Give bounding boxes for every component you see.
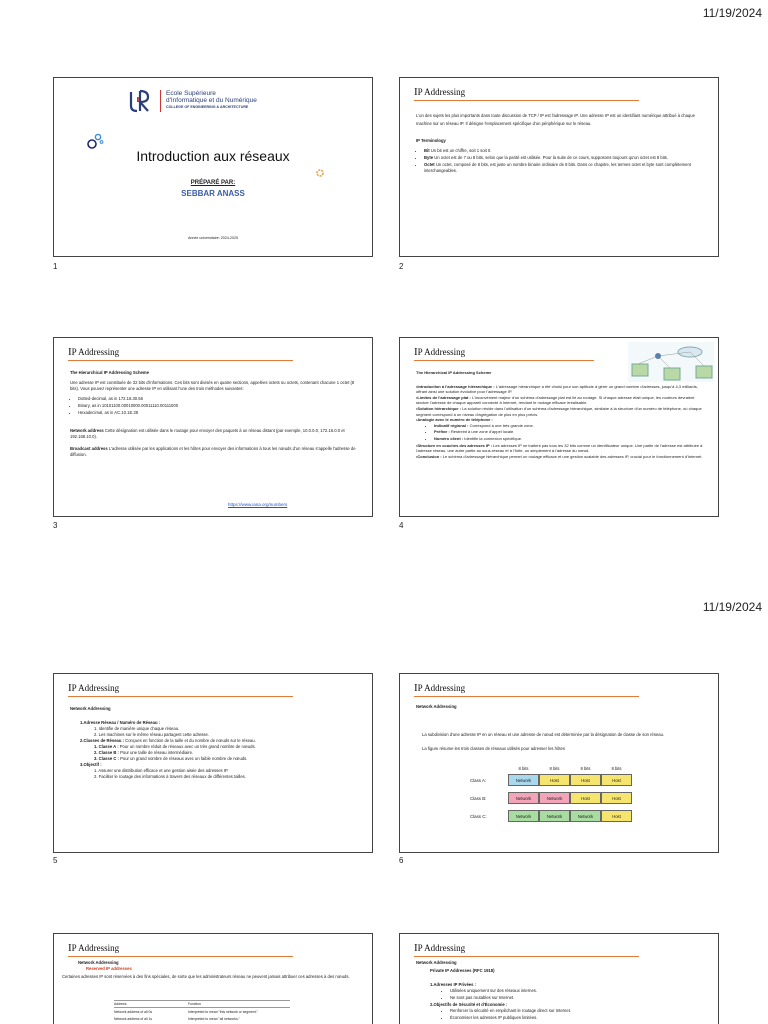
slide-number: 2 xyxy=(399,262,404,271)
host-cell: Host xyxy=(570,774,601,786)
host-cell: Host xyxy=(570,792,601,804)
slide-6[interactable] xyxy=(399,673,719,853)
academic-year: Année universitaire: 2024-2025 xyxy=(188,236,238,240)
list-item: •Limites de l'adressage plat : L'inconvénient majeur d'un schéma d'adressage plat est lié au routage. Si chaque adresse était unique, les routeurs devraient stocker l'adresse de chaque appareil connecté à Internet, rendant le routage efficace irréalisable. xyxy=(416,394,695,406)
list-item: • Hexadecimal, as in AC.10.1E.38 xyxy=(78,410,360,416)
slide-body xyxy=(416,704,706,756)
network-cell: Network xyxy=(508,792,539,804)
class-label: Class A: xyxy=(470,777,487,783)
section-heading: Network Addressing xyxy=(78,960,119,965)
slide-number: 6 xyxy=(399,856,404,865)
phone-analogy-list xyxy=(416,423,706,442)
list-item: 1. Assurer une distribution efficace et une gestion aisée des adresses IP. xyxy=(94,768,229,773)
table-row xyxy=(114,1015,290,1022)
methods-list xyxy=(70,396,360,416)
sub-list xyxy=(430,1008,706,1021)
school-line-2: d'Informatique et du Numérique xyxy=(166,97,257,104)
slide-5[interactable] xyxy=(53,673,373,853)
slide-8[interactable] xyxy=(399,933,719,1024)
network-cell: Network xyxy=(508,774,539,786)
slide-body xyxy=(416,112,706,178)
class-row xyxy=(464,774,632,786)
list-item: • Indicatif régional : Correspond à une très grande zone. xyxy=(434,423,706,429)
title-underline xyxy=(414,956,639,957)
list-item: •Solution hiérarchique : La solution réside dans l'utilisation d'un schéma d'adressage hiérarchique, similaire à la structure d'un numéro de téléphone, où chaque segment correspond à un niveau d'agrégation de plus en plus précis. xyxy=(416,405,702,417)
ip-class-table xyxy=(464,766,632,828)
list-item: • Dotted-decimal, as in 172.16.30.56 xyxy=(78,396,360,402)
list-item: 2. Les machines sur le même réseau partagent cette adresse. xyxy=(94,732,209,737)
slide-3[interactable] xyxy=(53,337,373,517)
network-cell: Network xyxy=(539,792,570,804)
points-list xyxy=(416,384,706,460)
terminology-list xyxy=(416,148,706,174)
slide-title: IP Addressing xyxy=(68,346,120,358)
network-address-text: Network address Cette désignation est utilisée dans le routage pour envoyer des paquets à un réseau distant (par exemple, 10.0.0.0, 172.16.0.0 et 192.168.10.0). xyxy=(70,428,345,439)
title-underline xyxy=(414,100,639,101)
slide-title: IP Addressing xyxy=(414,346,466,358)
private-subheading: Private IP Addresses (RFC 1918) xyxy=(430,968,495,973)
class-label: Class C: xyxy=(470,813,487,819)
list-item: • Numéro client : Identifie la connexion spécifique. xyxy=(434,436,706,442)
title-underline xyxy=(414,696,639,697)
list-item: • Ne sont pas routables sur Internet. xyxy=(450,995,706,1001)
broadcast-address-text: Broadcast address L'adresse utilisée par les applications et les hôtes pour envoyer des informations à tous les nœuds d'un réseau s'appelle l'adresse de diffusion. xyxy=(70,446,356,457)
intro-text: L'un des sujets les plus importants dans toute discussion de TCP / IP est l'adressage IP. Une adresse IP est un identifiant numérique attribué à chaque machine sur un réseau IP. Il désigne l'emplacement spécifique d'un périphérique sur le réseau. xyxy=(416,113,695,126)
intro-text: La subdivision d'une adresse IP en un réseau et une adresse de nœud est déterminée par la désignation de classe de son réseau. xyxy=(422,732,665,737)
class-row xyxy=(464,810,632,822)
network-cell: Network xyxy=(570,810,601,822)
list-item: • Utilisées uniquement sur des réseaux internes. xyxy=(450,988,706,994)
slide-number: 1 xyxy=(53,262,58,271)
slide-1[interactable] xyxy=(53,77,373,257)
school-line-1: Ecole Supérieure xyxy=(166,90,216,97)
bits-header xyxy=(508,766,632,771)
network-cell: Network xyxy=(508,810,539,822)
bits-label: 8 bits xyxy=(549,766,560,771)
list-item: •Conclusion : Le schéma d'adressage hiérarchique permet un routage efficace et une gestion scalable des adresses IP, crucial pour le fonctionnement d'Internet. xyxy=(416,453,703,459)
list-item: 3. Classe C : Pour un grand nombre de réseaux avec un faible nombre de nœuds. xyxy=(94,756,248,761)
slide-2[interactable] xyxy=(399,77,719,257)
table-cell: Network address of all 0s xyxy=(114,1009,153,1014)
slide-body xyxy=(70,370,360,462)
column-header: Function xyxy=(188,1002,202,1006)
slide-body xyxy=(62,960,360,984)
section-heading: The Hierarchical IP Addressing Scheme xyxy=(416,370,492,375)
terminology-heading: IP Terminology xyxy=(416,138,446,143)
list-item: • Bit Un bit est un chiffre, soit 1 soit 0. xyxy=(424,148,706,154)
title-underline xyxy=(68,696,293,697)
list-item: 3.Objectif : xyxy=(80,762,102,767)
sub-list xyxy=(430,988,706,1001)
list-item: 1. Classe A : Pour un nombre réduit de réseaux avec un très grand nombre de nœuds. xyxy=(94,744,256,749)
table-row xyxy=(114,1008,290,1015)
network-cell: Network xyxy=(539,810,570,822)
slide-body xyxy=(416,960,706,1022)
logo-separator xyxy=(160,90,161,112)
intro-text: Certaines adresses IP sont réservées à des fins spéciales, de sorte que les administrateurs réseau ne peuvent jamais attribuer ces adresses à des nœuds. xyxy=(62,974,350,979)
list-item: 2. Classe B : Pour une taille de réseau intermédiaire. xyxy=(94,750,194,755)
title-underline xyxy=(414,360,594,361)
table-cell: Interpreted to mean "this network or segment." xyxy=(188,1009,258,1014)
class-row xyxy=(464,792,632,804)
list-item: • Préfixe : Restreint à une zone d'appel locale. xyxy=(434,429,706,435)
intro-text: Une adresse IP est constituée de 32 bits d'informations. Ces bits sont divisés en quatre sections, appelées octets ou octets, contenant chacune 1 octet (8 bits). Vous pouvez représenter une adresse IP en utilisant l'une des trois méthodes suivantes: xyxy=(70,380,355,391)
reserved-subheading: Reserved IP addresses xyxy=(86,966,132,971)
figure-caption: La figure résume les trois classes de réseaux utilisés pour adresser les hôtes xyxy=(422,746,565,751)
prepared-by-label: PRÉPARÉ PAR: xyxy=(190,180,236,186)
private-ip-list xyxy=(416,982,706,1021)
slide-body xyxy=(416,370,706,459)
author-name: SEBBAR ANASS xyxy=(181,189,245,198)
list-item: 2. Faciliter le routage des informations à travers des réseaux de différentes tailles. xyxy=(94,774,246,779)
list-item: • Byte Un octet est de 7 ou 8 bits, selon que la parité est utilisée. Pour la suite de ce cours, supposons toujours qu'un octet est 8 bits. xyxy=(424,155,706,161)
slide-number: 3 xyxy=(53,521,58,530)
section-heading: The Hierarchical IP Addressing Scheme xyxy=(70,370,149,375)
slide-title: IP Addressing xyxy=(414,682,466,694)
title-underline xyxy=(68,360,293,361)
print-date: 11/19/2024 xyxy=(702,6,762,20)
slide-title: IP Addressing xyxy=(414,86,466,98)
list-item: 1. Identifie de manière unique chaque réseau. xyxy=(94,726,180,731)
school-name xyxy=(166,90,257,111)
list-item: •Introduction à l'adressage hiérarchique : L'adressage hiérarchique a été choisi pour son aptitude à gérer un grand nombre d'adresses, jusqu'à 4,3 milliards, offrant ainsi une solution évolutive pour l'adressage IP. xyxy=(416,383,698,395)
list-item: •Analogie avec le numéro de téléphone : xyxy=(416,417,493,423)
list-item: 2.Classes de Réseau : Conçues en fonction de la taille et du nombre de nœuds sur le réseau. xyxy=(80,738,256,743)
iana-link[interactable]: https://www.iana.org/numbers xyxy=(228,502,288,507)
section-heading: Network Addressing xyxy=(416,960,457,965)
list-item: • Renforcer la sécurité en empêchant le routage direct sur Internet. xyxy=(450,1008,706,1014)
bits-label: 8 bits xyxy=(611,766,622,771)
list-item: •Structure en couches des adresses IP : Les adresses IP ne traitent pas tous les 32 bits comme un identificateur unique. Une partie de l'adresse est attribuée à l'adresse réseau, une autre partie au sous-réseau et à l'hôte, ou simplement à l'adresse du nœud. xyxy=(416,442,703,454)
table-cell: Interpreted to mean "all networks." xyxy=(188,1016,240,1021)
school-line-3: COLLEGE OF ENGINEERING & ARCHITECTURE xyxy=(166,105,249,109)
slide-body xyxy=(70,706,360,780)
list-item: • Binary, as in 10101100.00010000.00011110.00111000 xyxy=(78,403,360,409)
host-cell: Host xyxy=(601,810,632,822)
slide-title: IP Addressing xyxy=(68,682,120,694)
orange-ring-icon xyxy=(315,168,325,178)
slide-title: IP Addressing xyxy=(414,942,466,954)
presentation-title: Introduction aux réseaux xyxy=(136,148,290,164)
list-item: 1.Adresses IP Privées : xyxy=(430,982,477,987)
slide-title: IP Addressing xyxy=(68,942,120,954)
reserved-address-table xyxy=(114,1000,290,1022)
print-date: 11/19/2024 xyxy=(702,600,762,614)
list-item: • Économiser les adresses IP publiques limitées. xyxy=(450,1015,706,1021)
section-heading: Network Addressing xyxy=(70,706,111,711)
list-item: 1.Adresse Réseau / Numéro de Réseau : xyxy=(80,720,161,725)
slide-number: 4 xyxy=(399,521,404,530)
slide-7[interactable] xyxy=(53,933,373,1024)
bits-label: 8 bits xyxy=(580,766,591,771)
column-header: Address xyxy=(114,1002,127,1006)
section-heading: Network Addressing xyxy=(416,704,457,709)
school-logo-icon xyxy=(126,88,152,114)
host-cell: Host xyxy=(539,774,570,786)
list-item: • Octet Un octet, composé de 8 bits, est juste un nombre binaire ordinaire de 8 bits. Dans ce chapitre, les termes octet et byte sont complètement interchangeables. xyxy=(424,162,706,174)
slide-number: 5 xyxy=(53,856,58,865)
bits-label: 8 bits xyxy=(518,766,529,771)
host-cell: Host xyxy=(601,792,632,804)
slide-4[interactable] xyxy=(399,337,719,517)
table-cell: Network address of all 1s xyxy=(114,1016,153,1021)
host-cell: Host xyxy=(601,774,632,786)
table-header xyxy=(114,1001,290,1008)
class-label: Class B: xyxy=(470,795,487,801)
title-underline xyxy=(68,956,293,957)
network-addressing-list xyxy=(70,720,360,780)
list-item: 2.Objectifs de Sécurité et d'Économie : xyxy=(430,1002,508,1007)
